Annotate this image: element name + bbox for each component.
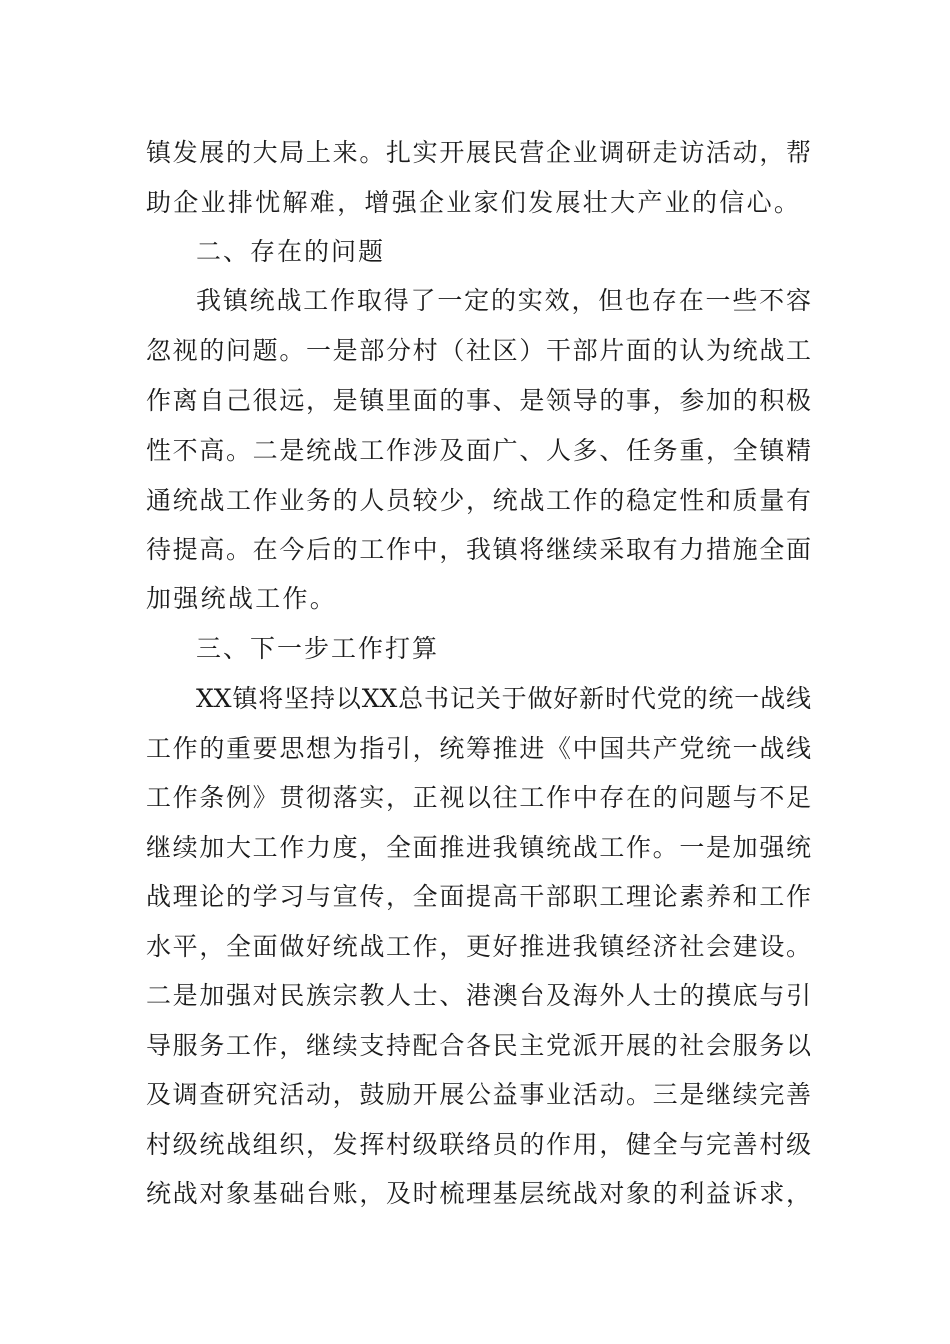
text-line: 二是加强对民族宗教人士、港澳台及海外人士的摸底与引 [146, 981, 811, 1010]
text-line: 工作的重要思想为指引，统筹推进《中国共产党统一战线 [146, 734, 811, 763]
text-line: 及调查研究活动，鼓励开展公益事业活动。三是继续完善 [146, 1080, 811, 1109]
text-line: 我镇统战工作取得了一定的实效，但也存在一些不容 [196, 286, 811, 315]
text-line: 战理论的学习与宣传，全面提高干部职工理论素养和工作 [146, 882, 811, 911]
text-line: 通统战工作业务的人员较少，统战工作的稳定性和质量有 [146, 486, 811, 515]
section-heading: 二、存在的问题 [196, 237, 386, 266]
text-line: XX镇将坚持以XX总书记关于做好新时代党的统一战线 [196, 684, 811, 713]
text-line: 性不高。二是统战工作涉及面广、人多、任务重，全镇精 [146, 436, 811, 465]
text-line: 忽视的问题。一是部分村（社区）干部片面的认为统战工 [146, 336, 811, 365]
text-line: 加强统战工作。 [146, 584, 338, 613]
text-line: 导服务工作，继续支持配合各民主党派开展的社会服务以 [146, 1031, 811, 1060]
text-line: 水平，全面做好统战工作，更好推进我镇经济社会建设。 [146, 932, 811, 961]
text-line: 待提高。在今后的工作中，我镇将继续采取有力措施全面 [146, 535, 811, 564]
text-line: 镇发展的大局上来。扎实开展民营企业调研走访活动，帮 [146, 138, 811, 167]
text-line: 继续加大工作力度，全面推进我镇统战工作。一是加强统 [146, 833, 811, 862]
text-line: 村级统战组织，发挥村级联络员的作用，健全与完善村级 [146, 1130, 811, 1159]
text-line: 助企业排忧解难，增强企业家们发展壮大产业的信心。 [146, 188, 802, 217]
text-line: 作离自己很远，是镇里面的事、是领导的事，参加的积极 [146, 386, 811, 415]
text-line: 统战对象基础台账，及时梳理基层统战对象的利益诉求， [146, 1179, 811, 1208]
text-line: 工作条例》贯彻落实，正视以往工作中存在的问题与不足 [146, 783, 811, 812]
section-heading: 三、下一步工作打算 [196, 634, 440, 663]
